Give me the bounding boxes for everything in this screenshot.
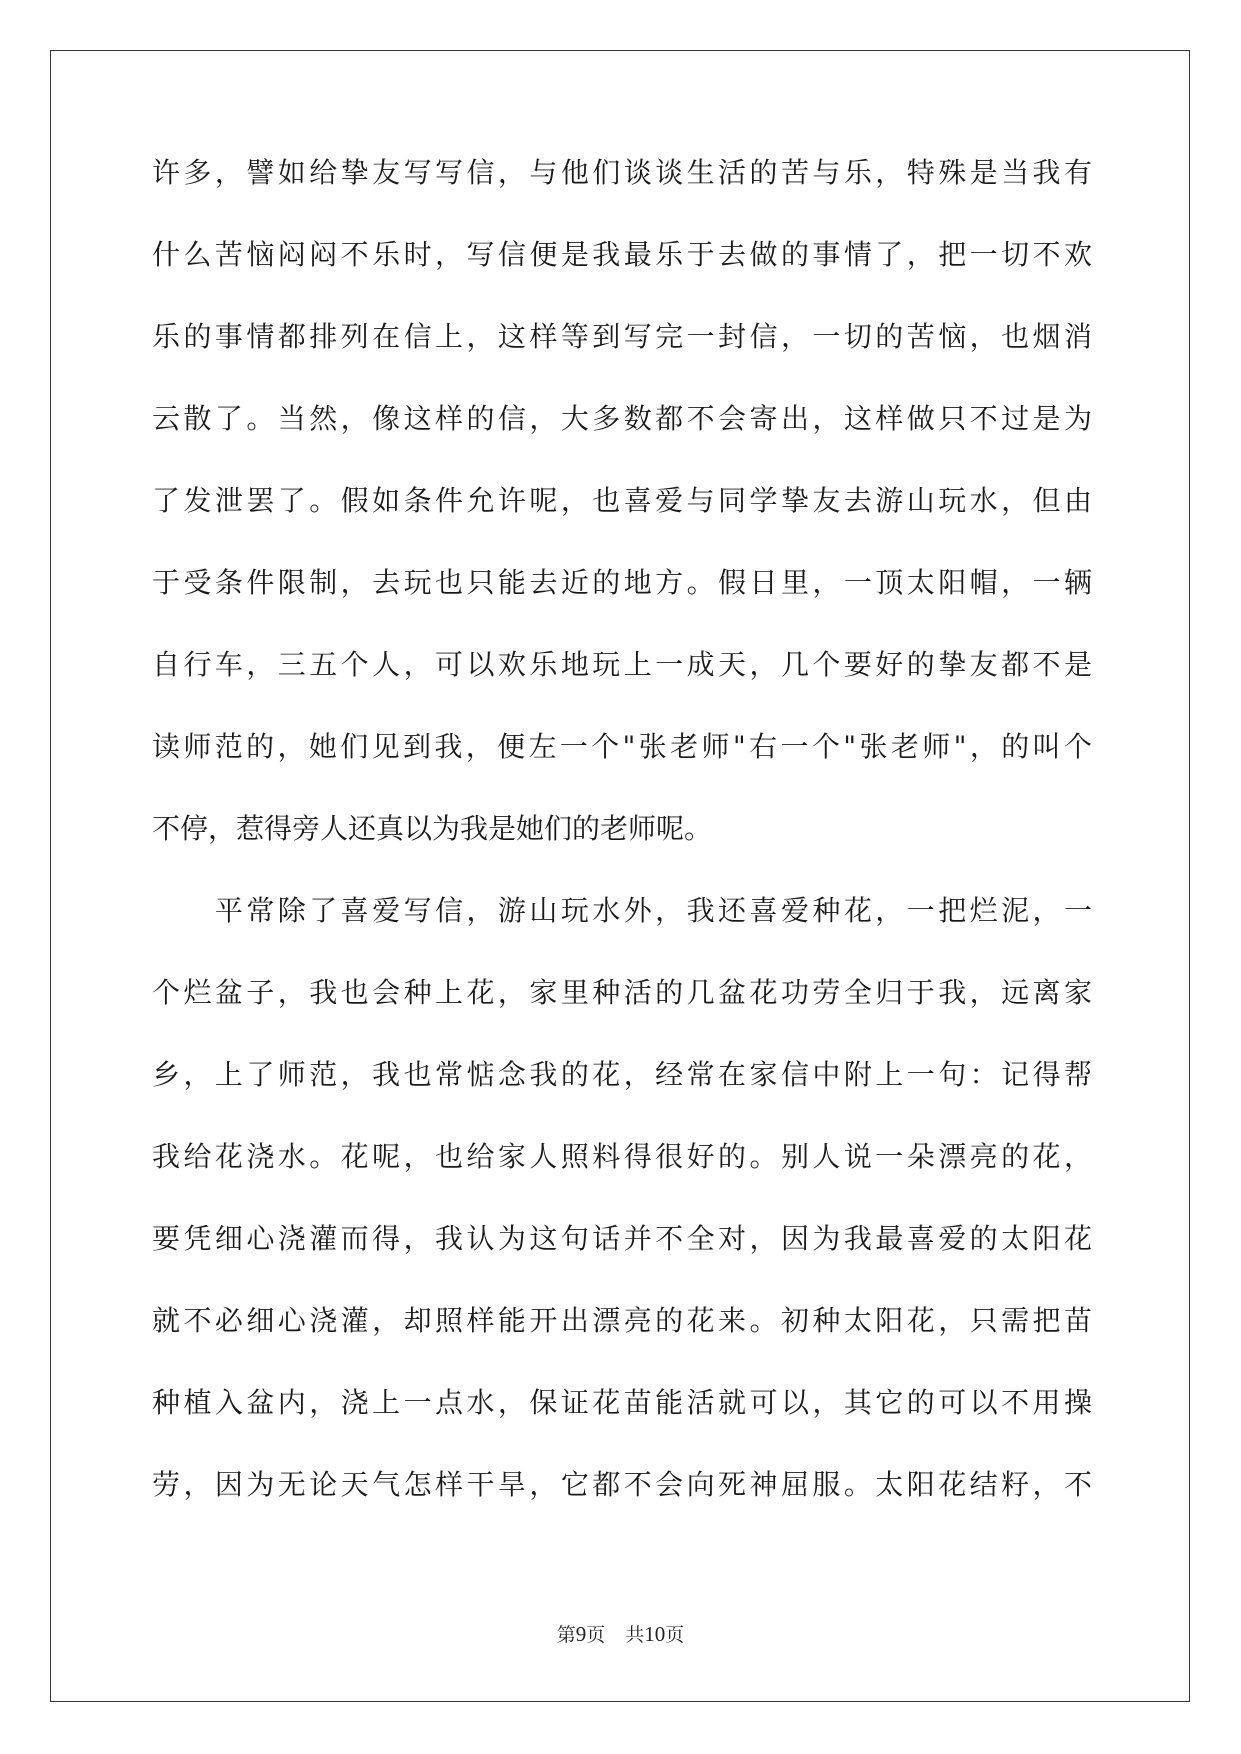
text-line: 平常除了喜爱写信，游山玩水外，我还喜爱种花，一把烂泥，一 [152, 894, 1092, 927]
document-body [152, 153, 1092, 1547]
text-line: 就不必细心浇灌，却照样能开出漂亮的花来。初种太阳花，只需把苗 [152, 1304, 1092, 1337]
total-pages: 10 [644, 1622, 666, 1646]
text-line: 读师范的，她们见到我，便左一个"张老师"右一个"张老师"，的叫个 [152, 730, 1092, 763]
text-line: 劳，因为无论天气怎样干旱，它都不会向死神屈服。太阳花结籽，不 [152, 1468, 1092, 1501]
text-line: 自行车，三五个人，可以欢乐地玩上一成天，几个要好的挚友都不是 [152, 648, 1092, 681]
text-line: 什么苦恼闷闷不乐时，写信便是我最乐于去做的事情了，把一切不欢 [152, 238, 1092, 271]
page-prefix: 第 [556, 1624, 576, 1646]
text-line: 了发泄罢了。假如条件允许呢，也喜爱与同学挚友去游山玩水，但由 [152, 484, 1092, 517]
text-line: 许多，譬如给挚友写写信，与他们谈谈生活的苦与乐，特殊是当我有 [152, 156, 1092, 189]
page-footer [0, 1621, 1241, 1648]
text-line: 不停，惹得旁人还真以为我是她们的老师呢。 [152, 812, 713, 845]
text-line: 要凭细心浇灌而得，我认为这句话并不全对，因为我最喜爱的太阳花 [152, 1222, 1092, 1255]
text-line: 个烂盆子，我也会种上花，家里种活的几盆花功劳全归于我，远离家 [152, 976, 1092, 1009]
page-suffix: 页 [586, 1624, 606, 1646]
text-line: 种植入盆内，浇上一点水，保证花苗能活就可以，其它的可以不用操 [152, 1386, 1092, 1419]
text-line: 乡，上了师范，我也常惦念我的花，经常在家信中附上一句：记得帮 [152, 1058, 1092, 1091]
total-prefix: 共 [625, 1624, 645, 1646]
text-line: 于受条件限制，去玩也只能去近的地方。假日里，一顶太阳帽，一辆 [152, 566, 1092, 599]
total-suffix: 页 [665, 1624, 685, 1646]
text-line: 云散了。当然，像这样的信，大多数都不会寄出，这样做只不过是为 [152, 402, 1092, 435]
text-line: 乐的事情都排列在信上，这样等到写完一封信，一切的苦恼，也烟消 [152, 320, 1092, 353]
page-number: 9 [575, 1622, 587, 1646]
text-line: 我给花浇水。花呢，也给家人照料得很好的。别人说一朵漂亮的花， [152, 1140, 1092, 1173]
